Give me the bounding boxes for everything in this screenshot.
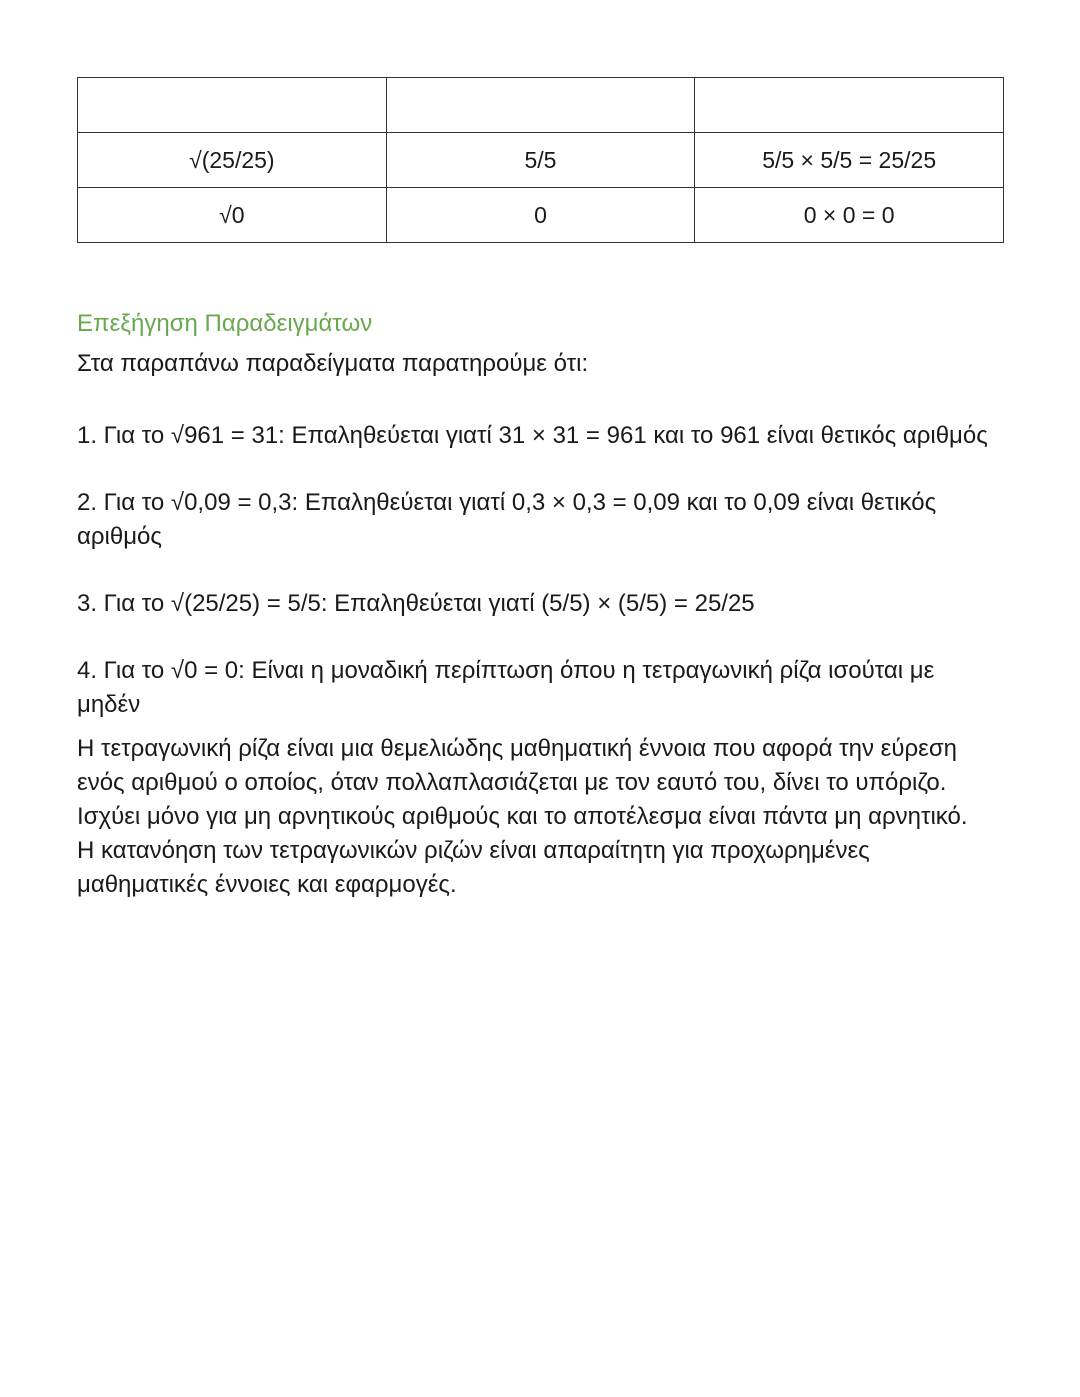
document-page [77, 77, 1004, 902]
summary-paragraph: Η τετραγωνική ρίζα είναι μια θεμελιώδης μαθηματική έννοια που αφορά την εύρεση ενός αριθμού ο οποίος, όταν πολλαπλασιάζεται με τον εαυτό του, δίνει το υπόριζο. Ισχύει μόνο για μη αρνητικούς αριθμούς και το αποτέλεσμα είναι πάντα μη αρνητικό. Η κατανόηση των τετραγωνικών ριζών είναι απαραίτητη για προχωρημένες μαθηματικές έννοιες και εφαρμογές. [77, 735, 968, 898]
examples-list [77, 419, 1004, 722]
table-row [78, 133, 1004, 188]
table-cell: 5/5 × 5/5 = 25/25 [695, 133, 1004, 188]
intro-paragraph: Στα παραπάνω παραδείγματα παρατηρούμε ότι: [77, 350, 589, 377]
list-item: 3. Για το √(25/25) = 5/5: Επαληθεύεται γιατί (5/5) × (5/5) = 25/25 [77, 590, 755, 617]
list-item: 1. Για το √961 = 31: Επαληθεύεται γιατί 31 × 31 = 961 και το 961 είναι θετικός αριθμός [77, 422, 988, 449]
section-heading: Επεξήγηση Παραδειγμάτων [77, 310, 373, 337]
table-cell: 0 [386, 188, 695, 243]
list-item: 4. Για το √0 = 0: Είναι η μοναδική περίπτωση όπου η τετραγωνική ρίζα ισούται με μηδέν [77, 657, 935, 718]
table-row [78, 188, 1004, 243]
table-cell: √0 [78, 188, 387, 243]
table-cell: √(25/25) [78, 133, 387, 188]
table-cell [386, 78, 695, 133]
square-root-table [77, 77, 1004, 243]
table-cell [695, 78, 1004, 133]
table-cell: 5/5 [386, 133, 695, 188]
table-row [78, 78, 1004, 133]
table-cell: 0 × 0 = 0 [695, 188, 1004, 243]
list-item: 2. Για το √0,09 = 0,3: Επαληθεύεται γιατί 0,3 × 0,3 = 0,09 και το 0,09 είναι θετικός αριθμός [77, 489, 937, 550]
table-cell [78, 78, 387, 133]
